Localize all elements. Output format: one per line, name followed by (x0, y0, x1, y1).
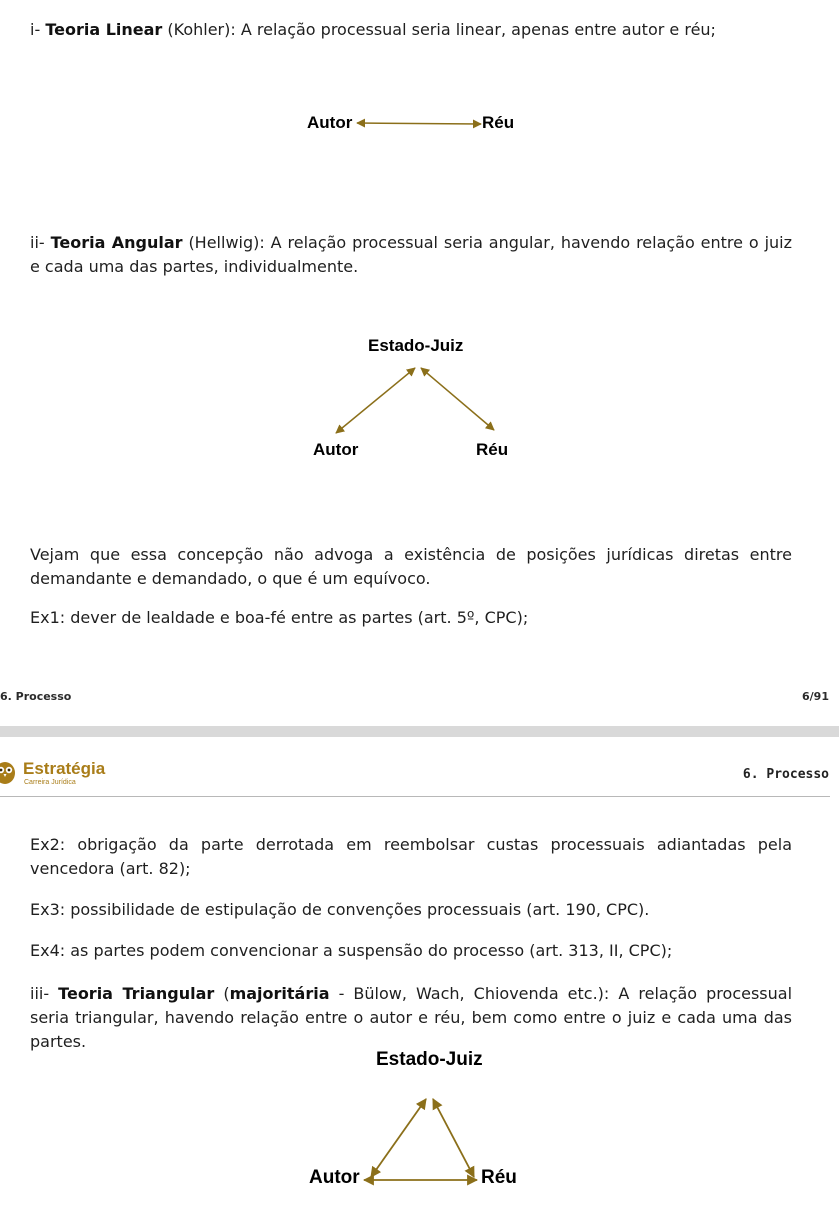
example-1: Ex1: dever de lealdade e boa-fé entre as partes (art. 5º, CPC); (30, 608, 529, 627)
brand-logo: Estratégia (23, 759, 106, 778)
triangular-arrow-juiz-autor (371, 1099, 426, 1177)
linear-arrow-autor-reu (357, 123, 481, 124)
example-4: Ex4: as partes podem convencionar a suspensão do processo (art. 313, II, CPC); (30, 941, 673, 960)
theory-angular-paragraph: ii- Teoria Angular (Hellwig): A relação processual seria angular, havendo relação entre o juiz e cada uma das partes, individualmente. (30, 233, 793, 276)
theory-linear-paragraph: i- Teoria Linear (Kohler): A relação processual seria linear, apenas entre autor e réu; (30, 20, 716, 39)
majority-label: majoritária (229, 984, 330, 1003)
angular-arrow-juiz-autor (336, 368, 415, 433)
brand-subtitle: Carreira Jurídica (24, 779, 76, 786)
diagram1-autor-label: Autor (307, 113, 353, 132)
theory-angular-name: Teoria Angular (50, 233, 183, 252)
diagram2-juiz-label: Estado-Juiz (368, 336, 464, 355)
example-3: Ex3: possibilidade de estipulação de convenções processuais (art. 190, CPC). (30, 900, 650, 919)
footer-section: 6. Processo (0, 690, 72, 703)
angular-arrow-juiz-reu (421, 368, 494, 430)
diagram3-reu-label: Réu (481, 1167, 517, 1188)
triangular-arrow-juiz-reu (433, 1099, 474, 1177)
header-section-title: 6. Processo (742, 767, 829, 782)
theory-linear-name: Teoria Linear (45, 20, 163, 39)
diagram3-autor-label: Autor (309, 1167, 360, 1188)
theory-triangular-paragraph: iii- Teoria Triangular (majoritária - Bülow, Wach, Chiovenda etc.): A relação processual seria triangular, havendo relação entre o autor e réu, bem como entre o juiz e cada uma das partes. (30, 984, 793, 1051)
example-2: Ex2: obrigação da parte derrotada em reembolsar custas processuais adiantadas pela vencedora (art. 82); (30, 835, 792, 878)
diagram3-juiz-label: Estado-Juiz (376, 1049, 483, 1070)
theory-triangular-name: Teoria Triangular (58, 984, 215, 1003)
footer-page-number: 6/91 (802, 690, 829, 703)
concept-paragraph: Vejam que essa concepção não advoga a existência de posições jurídicas diretas entre demandante e demandado, o que é um equívoco. (30, 545, 792, 588)
diagram2-reu-label: Réu (476, 440, 509, 459)
diagram2-autor-label: Autor (313, 440, 359, 459)
diagram1-reu-label: Réu (482, 113, 515, 132)
